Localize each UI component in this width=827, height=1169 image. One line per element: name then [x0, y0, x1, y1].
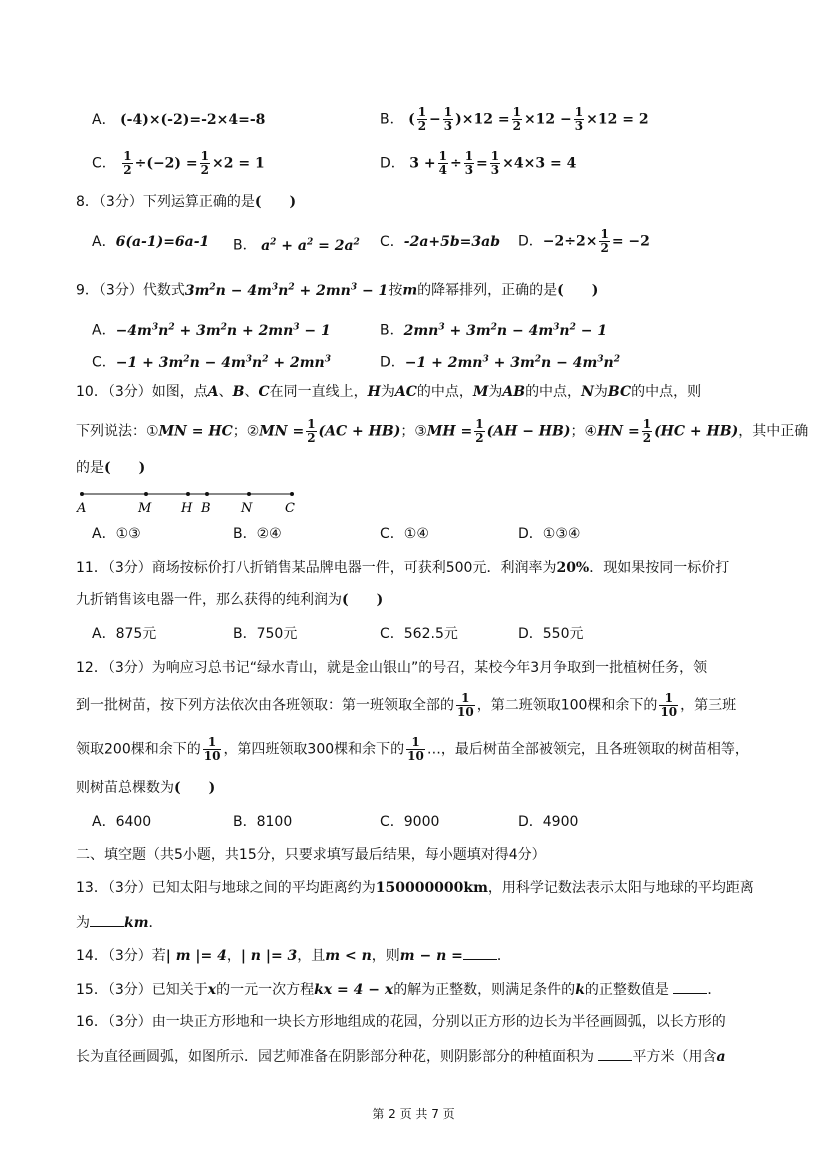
- q9-option-d: D．$-1 + 2mn^3 + 3m^2n - 4m^3n^2$: [380, 354, 620, 371]
- q13-stem-line2: 为 km．: [76, 912, 163, 933]
- point-a-label: A: [77, 501, 87, 516]
- point-m-dot: [144, 492, 148, 496]
- q11-option-c: C．562.5元: [380, 626, 458, 642]
- q12-stem-line2: 到一批树苗，按下列方法依次由各班领取：第一班领取全部的 $\frac{1}{10}$ ，第二班领取100棵和余下的 $\frac{1}{10}$ ，第三班: [76, 691, 737, 719]
- q10-stem-line3: 的是( ): [76, 460, 146, 476]
- q14-answer-blank[interactable]: [463, 945, 497, 960]
- point-h-label: H: [181, 501, 193, 516]
- q12-stem-line4: 则树苗总棵数为( ): [76, 780, 216, 796]
- q10-option-b: B．②④: [233, 526, 282, 542]
- q11-option-a: A．875元: [92, 626, 157, 642]
- q12-stem-line3: 领取200棵和余下的 $\frac{1}{10}$ ，第四班领取300棵和余下的 $\frac{1}{10}$ …，最后树苗全部被领完，且各班领取的树苗相等，: [76, 735, 749, 763]
- q8-option-b: B． $a^2 + a^2 = 2a^2$: [233, 237, 360, 254]
- q11-option-d: D．550元: [518, 626, 584, 642]
- point-b-dot: [205, 492, 209, 496]
- q11-stem-line2: 九折销售该电器一件，那么获得的纯利润为( ): [76, 592, 384, 608]
- q7-option-c: C． $\frac{1}{2}$ ÷(−2) = $\frac{1}{2}$ ×2 = 1: [92, 149, 265, 177]
- q12-option-d: D．4900: [518, 814, 579, 830]
- q11-option-b: B．750元: [233, 626, 298, 642]
- page-footer: 第 2 页 共 7 页: [372, 1107, 455, 1121]
- q10-stem-line2: 下列说法：①MN = HC；②MN = $\frac{1}{2}$ (AC + HB)；③MH = $\frac{1}{2}$ (AH − HB)；④HN = $\frac{1}{2}$ (HC + HB)，其中正确: [76, 417, 809, 445]
- q9-stem: 9．（3分）代数式$3m^2n - 4m^3n^2 + 2mn^3 - 1$按m的降幂排列，正确的是( ): [76, 282, 599, 299]
- q9-option-b: B．$2mn^3 + 3m^2n - 4m^3n^2 - 1$: [380, 322, 608, 339]
- q13-answer-blank[interactable]: [90, 912, 124, 927]
- q10-number-line-figure: [70, 486, 310, 516]
- q9-option-a: A．$-4m^3n^2 + 3m^2n + 2mn^3 - 1$: [92, 322, 331, 339]
- q14-stem: 14．（3分）若| m |= 4，| n |= 3，且m < n，则m − n = ．: [76, 945, 511, 966]
- point-a-dot: [80, 492, 84, 496]
- q12-option-a: A．6400: [92, 814, 152, 830]
- q12-stem-line1: 12．（3分）为响应习总书记“绿水青山，就是金山银山”的号召，某校今年3月争取到一批植树任务，领: [76, 660, 708, 676]
- point-m-label: M: [138, 501, 152, 516]
- q13-stem-line1: 13．（3分）已知太阳与地球之间的平均距离约为150000000km，用科学记数法表示太阳与地球的平均距离: [76, 880, 754, 896]
- q8-stem: 8．（3分）下列运算正确的是( ): [76, 194, 297, 210]
- q16-stem-line2: 长为直径画圆弧，如图所示．园艺师准备在阴影部分种花，则阴影部分的种植面积为 平方米（用含a: [76, 1046, 726, 1067]
- q8-option-a: A．6(a-1)=6a-1: [92, 234, 210, 250]
- point-b-label: B: [201, 501, 211, 516]
- q12-option-b: B．8100: [233, 814, 293, 830]
- q16-stem-line1: 16．（3分）由一块正方形地和一块长方形地组成的花园，分别以正方形的边长为半径画圆弧，以长方形的: [76, 1014, 726, 1030]
- q7-option-d: D． 3 + $\frac{1}{4}$ ÷ $\frac{1}{3}$ = $\frac{1}{3}$ ×4×3 = 4: [380, 149, 577, 177]
- q15-answer-blank[interactable]: [673, 979, 707, 994]
- q9-option-c: C．$-1 + 3m^2n - 4m^3n^2 + 2mn^3$: [92, 354, 331, 371]
- q15-stem: 15．（3分）已知关于x的一元一次方程kx = 4 − x的解为正整数，则满足条件的k的正整数值是 ．: [76, 979, 721, 1000]
- point-c-label: C: [285, 501, 295, 516]
- q8-option-d: D．−2÷2× $\frac{1}{2}$ = −2: [518, 227, 650, 255]
- q16-answer-blank[interactable]: [598, 1046, 632, 1061]
- point-n-dot: [247, 492, 251, 496]
- point-c-dot: [290, 492, 294, 496]
- q7-option-b: B． ( $\frac{1}{2}$ − $\frac{1}{3}$ )×12 = $\frac{1}{2}$ ×12 − $\frac{1}{3}$ ×12 = 2: [380, 105, 649, 133]
- point-h-dot: [186, 492, 190, 496]
- q10-option-a: A．①③: [92, 526, 141, 542]
- point-n-label: N: [241, 501, 253, 516]
- q11-stem-line1: 11．（3分）商场按标价打八折销售某品牌电器一件，可获利500元．利润率为20%．现如果按同一标价打: [76, 560, 730, 576]
- section-2-heading: 二、填空题（共5小题，共15分，只要求填写最后结果，每小题填对得4分）: [76, 847, 546, 863]
- q7-option-a: A． (-4)×(-2)=-2×4=-8: [92, 112, 266, 128]
- q12-option-c: C．9000: [380, 814, 440, 830]
- q10-stem-line1: 10．（3分）如图，点A、B、C在同一直线上，H为AC的中点，M为AB的中点，N为BC的中点，则: [76, 384, 702, 400]
- q8-option-c: C．-2a+5b=3ab: [380, 234, 500, 250]
- q10-option-d: D．①③④: [518, 526, 581, 542]
- q10-option-c: C．①④: [380, 526, 429, 542]
